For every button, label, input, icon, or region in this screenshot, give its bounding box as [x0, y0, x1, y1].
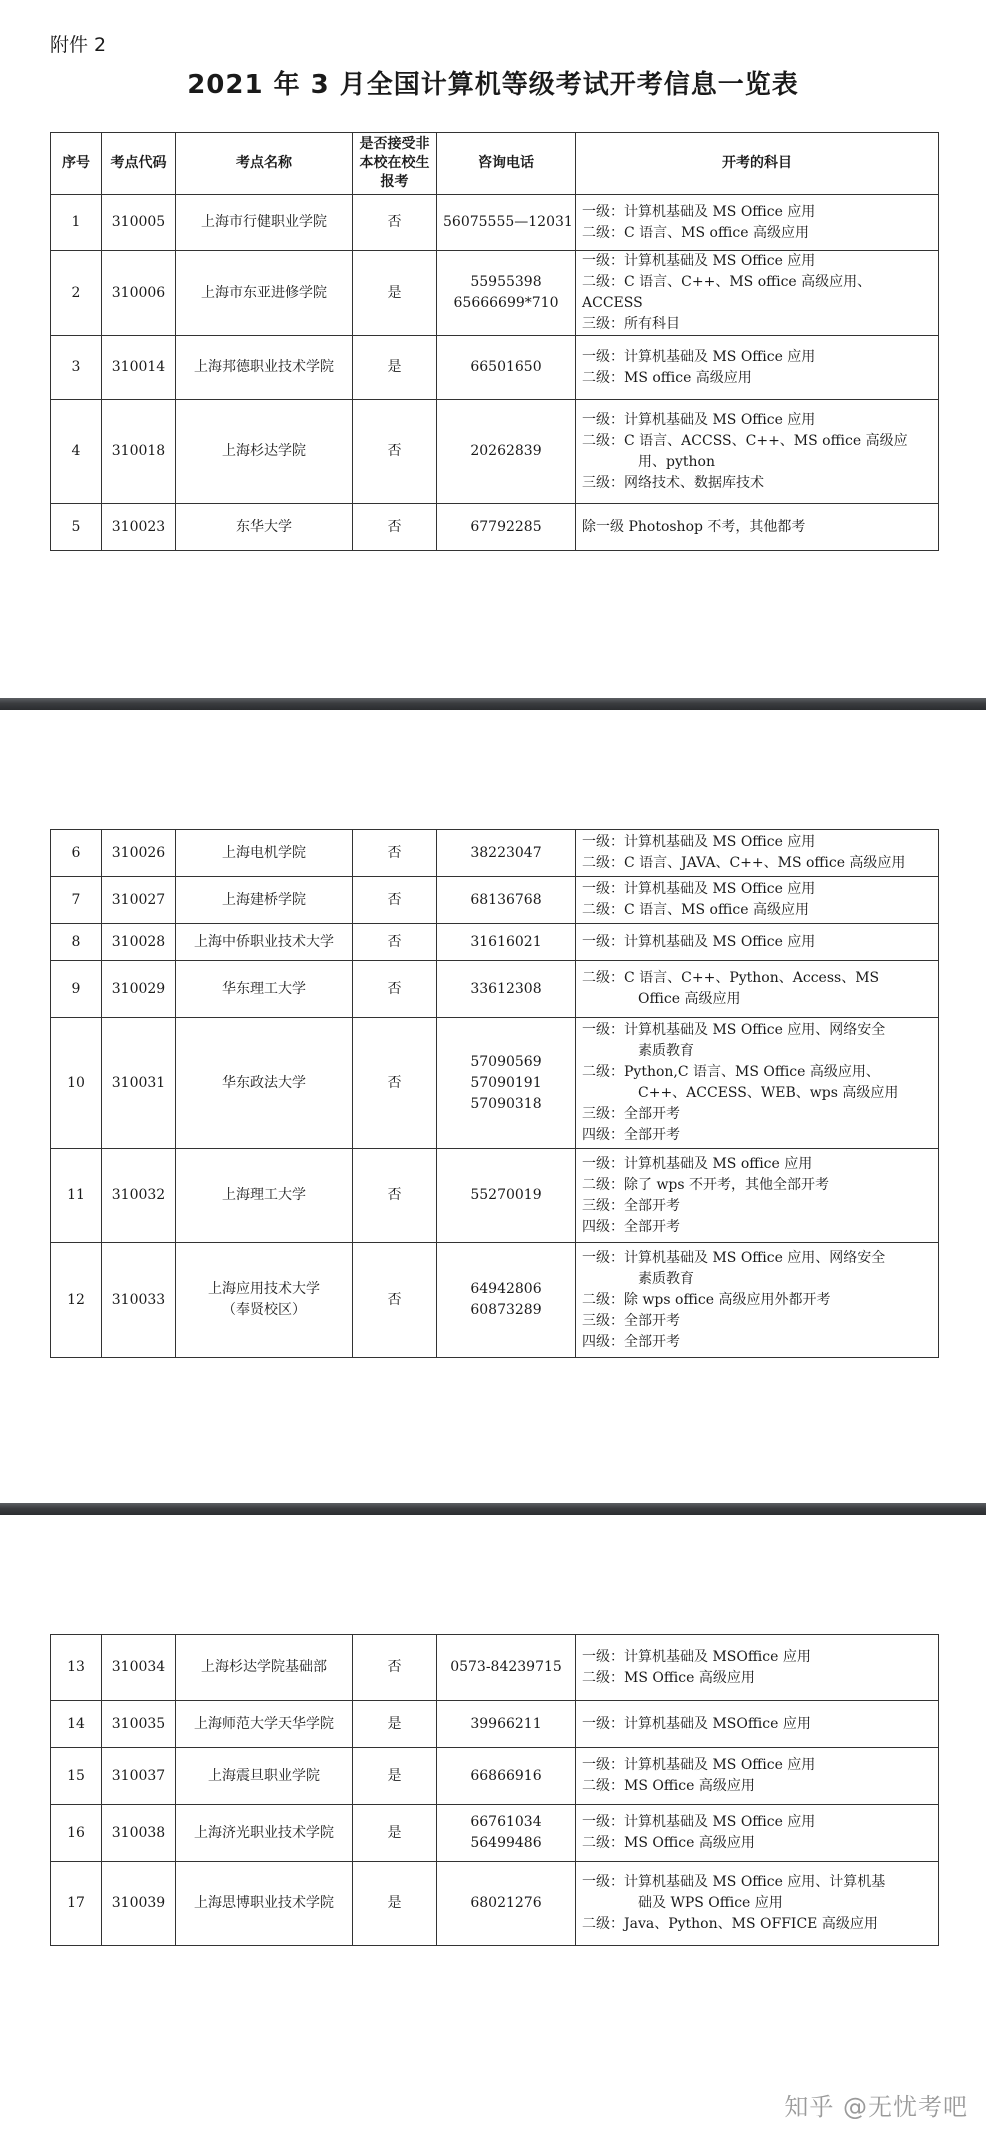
- subject-line: 二级：MS Office 高级应用: [582, 1835, 755, 1851]
- phone-cell: [437, 251, 576, 336]
- code-cell: 310032: [102, 1149, 176, 1243]
- subject-line: 一级：计算机基础及 MS office 应用: [582, 1155, 813, 1172]
- subject-line: 一级：计算机基础及 MS Office 应用: [582, 203, 816, 220]
- accept-cell: 否: [353, 1018, 437, 1149]
- subject-line: 四级：全部开考: [582, 1127, 680, 1143]
- phone-line: 57090318: [470, 1095, 542, 1112]
- subject-line: 一级：计算机基础及 MS Office 应用: [582, 1757, 816, 1773]
- seq-cell: 16: [51, 1805, 102, 1862]
- seq-cell: 10: [51, 1018, 102, 1149]
- phone-cell: [437, 1862, 576, 1946]
- name-line: （奉贤校区）: [222, 1302, 306, 1318]
- phone-line: 66501650: [470, 359, 542, 375]
- phone-cell: [437, 1149, 576, 1243]
- phone-cell: [437, 1243, 576, 1358]
- phone-line: 67792285: [470, 518, 542, 535]
- phone-line: 55955398: [470, 274, 542, 290]
- subject-line: ACCESS: [582, 295, 643, 311]
- table-row: [51, 1635, 939, 1701]
- accept-cell: 否: [353, 1635, 437, 1701]
- code-cell: 310031: [102, 1018, 176, 1149]
- subject-line: Office 高级应用: [638, 991, 741, 1007]
- table-row: [51, 1149, 939, 1243]
- seq-cell: 11: [51, 1149, 102, 1243]
- subject-line: 二级：MS Office 高级应用: [582, 1778, 755, 1794]
- name-line: 上海思博职业技术学院: [194, 1895, 334, 1911]
- subject-line: 二级：除了 wps 不开考，其他全部开考: [582, 1176, 830, 1193]
- name-line: 上海中侨职业技术大学: [194, 933, 334, 950]
- name-cell: [176, 195, 353, 251]
- seq-cell: 13: [51, 1635, 102, 1701]
- name-cell: [176, 1243, 353, 1358]
- subject-line: 三级：全部开考: [582, 1106, 680, 1122]
- code-cell: 310027: [102, 877, 176, 924]
- table-row: [51, 830, 939, 877]
- subject-line: 一级：计算机基础及 MS Office 应用: [582, 411, 816, 428]
- subject-line: 二级：除 wps office 高级应用外都开考: [582, 1291, 831, 1308]
- name-line: 上海杉达学院: [222, 443, 306, 459]
- phone-line: 68021276: [470, 1895, 542, 1911]
- name-line: 华东政法大学: [222, 1074, 306, 1091]
- phone-line: 20262839: [470, 443, 542, 459]
- table-row: [51, 1748, 939, 1805]
- subjects-cell: [576, 1862, 939, 1946]
- page-separator: [0, 1503, 986, 1515]
- subject-line: 四级：全部开考: [582, 1333, 680, 1350]
- phone-line: 65666699*710: [453, 295, 559, 311]
- subjects-cell: [576, 336, 939, 400]
- subject-line: 素质教育: [638, 1270, 694, 1287]
- name-line: 上海杉达学院基础部: [201, 1659, 327, 1675]
- phone-cell: [437, 400, 576, 504]
- table-row: [51, 1805, 939, 1862]
- code-cell: 310034: [102, 1635, 176, 1701]
- header-subjects: 开考的科目: [576, 133, 939, 195]
- code-cell: 310005: [102, 195, 176, 251]
- subjects-cell: [576, 1018, 939, 1149]
- name-line: 上海应用技术大学: [208, 1281, 320, 1297]
- phone-line: 60873289: [470, 1302, 542, 1318]
- phone-line: 39966211: [470, 1715, 542, 1732]
- seq-cell: 4: [51, 400, 102, 504]
- subjects-cell: [576, 961, 939, 1018]
- subject-line: 一级：计算机基础及 MS Office 应用: [582, 933, 816, 950]
- seq-cell: 3: [51, 336, 102, 400]
- table-row: [51, 195, 939, 251]
- subject-line: 一级：计算机基础及 MSOffice 应用: [582, 1715, 811, 1732]
- subject-line: 二级：C 语言、ACCSS、C++、MS office 高级应: [582, 432, 908, 449]
- accept-cell: 否: [353, 961, 437, 1018]
- subject-line: 二级：MS office 高级应用: [582, 369, 752, 386]
- subject-line: 一级：计算机基础及 MS Office 应用、网络安全: [582, 1022, 886, 1038]
- phone-cell: [437, 504, 576, 551]
- subject-line: 一级：计算机基础及 MS Office 应用: [582, 348, 816, 365]
- subjects-cell: [576, 1243, 939, 1358]
- table-row: [51, 336, 939, 400]
- name-line: 上海建桥学院: [222, 891, 306, 908]
- code-cell: 310039: [102, 1862, 176, 1946]
- phone-line: 57090569: [470, 1053, 542, 1070]
- phone-line: 55270019: [470, 1187, 542, 1203]
- subject-line: 一级：计算机基础及 MS Office 应用: [582, 253, 816, 269]
- name-line: 上海理工大学: [222, 1187, 306, 1203]
- table-row: [51, 251, 939, 336]
- accept-cell: 是: [353, 1805, 437, 1862]
- subject-line: 三级：所有科目: [582, 316, 680, 332]
- subject-line: 二级：C 语言、C++、Python、Access、MS: [582, 970, 880, 986]
- seq-cell: 2: [51, 251, 102, 336]
- seq-cell: 14: [51, 1701, 102, 1748]
- phone-line: 66761034: [470, 1814, 542, 1830]
- subjects-cell: [576, 251, 939, 336]
- accept-cell: 是: [353, 336, 437, 400]
- accept-cell: 否: [353, 400, 437, 504]
- table-header-row: [51, 133, 939, 195]
- subjects-cell: [576, 1805, 939, 1862]
- accept-cell: 否: [353, 877, 437, 924]
- subject-line: 二级：Java、Python、MS OFFICE 高级应用: [582, 1916, 878, 1932]
- phone-cell: [437, 195, 576, 251]
- subjects-cell: [576, 400, 939, 504]
- accept-cell: 否: [353, 195, 437, 251]
- subject-line: 素质教育: [638, 1043, 694, 1059]
- name-line: 上海市东亚进修学院: [201, 284, 327, 301]
- subject-line: 三级：全部开考: [582, 1312, 680, 1329]
- subjects-cell: [576, 195, 939, 251]
- phone-line: 66866916: [470, 1767, 542, 1784]
- table-row: [51, 877, 939, 924]
- seq-cell: 6: [51, 830, 102, 877]
- subjects-cell: [576, 504, 939, 551]
- subject-line: 四级：全部开考: [582, 1218, 680, 1235]
- subject-line: 三级：网络技术、数据库技术: [582, 474, 764, 491]
- seq-cell: 9: [51, 961, 102, 1018]
- code-cell: 310029: [102, 961, 176, 1018]
- table-row: [51, 1701, 939, 1748]
- subject-line: 础及 WPS Office 应用: [638, 1895, 783, 1911]
- phone-line: 31616021: [470, 933, 542, 950]
- watermark: 知乎 @无忧考吧: [784, 2093, 968, 2121]
- seq-cell: 1: [51, 195, 102, 251]
- name-cell: [176, 961, 353, 1018]
- subjects-cell: [576, 1701, 939, 1748]
- name-line: 上海市行健职业学院: [201, 214, 327, 230]
- subjects-cell: [576, 1149, 939, 1243]
- subject-line: C++、ACCESS、WEB、wps 高级应用: [638, 1085, 899, 1101]
- name-cell: [176, 1701, 353, 1748]
- seq-cell: 15: [51, 1748, 102, 1805]
- subject-line: 用、python: [638, 453, 715, 470]
- seq-cell: 8: [51, 924, 102, 961]
- code-cell: 310028: [102, 924, 176, 961]
- header-code: 考点代码: [102, 133, 176, 195]
- code-cell: 310038: [102, 1805, 176, 1862]
- code-cell: 310023: [102, 504, 176, 551]
- seq-cell: 5: [51, 504, 102, 551]
- subject-line: 一级：计算机基础及 MS Office 应用: [582, 881, 816, 897]
- name-cell: [176, 1018, 353, 1149]
- table-row: [51, 1243, 939, 1358]
- accept-cell: 否: [353, 830, 437, 877]
- phone-cell: [437, 961, 576, 1018]
- phone-line: 56075555—12031: [443, 214, 573, 230]
- subject-line: 一级：计算机基础及 MS Office 应用: [582, 834, 816, 850]
- subjects-cell: [576, 877, 939, 924]
- subject-line: 二级：C 语言、MS office 高级应用: [582, 224, 809, 241]
- document-title: 2021 年 3 月全国计算机等级考试开考信息一览表: [187, 70, 799, 100]
- header-phone: 咨询电话: [437, 133, 576, 195]
- code-cell: 310033: [102, 1243, 176, 1358]
- name-cell: [176, 504, 353, 551]
- accept-cell: 否: [353, 504, 437, 551]
- name-cell: [176, 924, 353, 961]
- phone-cell: [437, 1635, 576, 1701]
- subjects-cell: [576, 924, 939, 961]
- name-line: 上海邦德职业技术学院: [194, 359, 334, 375]
- phone-line: 64942806: [470, 1281, 542, 1297]
- subject-line: 三级：全部开考: [582, 1197, 680, 1214]
- header-accept: 是否接受非本校在校生报考: [353, 133, 437, 195]
- name-line: 东华大学: [236, 518, 292, 535]
- phone-cell: [437, 830, 576, 877]
- exam-table-part-1: [50, 132, 939, 551]
- name-cell: [176, 1748, 353, 1805]
- subject-line: 一级：计算机基础及 MS Office 应用: [582, 1814, 816, 1830]
- subject-line: 一级：计算机基础及 MS Office 应用、计算机基: [582, 1874, 886, 1890]
- name-line: 华东理工大学: [222, 980, 306, 997]
- name-cell: [176, 1149, 353, 1243]
- name-cell: [176, 877, 353, 924]
- seq-cell: 12: [51, 1243, 102, 1358]
- code-cell: 310018: [102, 400, 176, 504]
- phone-cell: [437, 1748, 576, 1805]
- table-row: [51, 924, 939, 961]
- exam-table-part-3: [50, 1634, 939, 1946]
- code-cell: 310014: [102, 336, 176, 400]
- name-line: 上海电机学院: [222, 844, 306, 861]
- name-line: 上海震旦职业学院: [208, 1767, 320, 1784]
- subject-line: 二级：Python,C 语言、MS Office 高级应用、: [582, 1064, 880, 1080]
- name-cell: [176, 1862, 353, 1946]
- phone-cell: [437, 1805, 576, 1862]
- phone-line: 57090191: [470, 1074, 542, 1091]
- phone-cell: [437, 877, 576, 924]
- seq-cell: 17: [51, 1862, 102, 1946]
- name-cell: [176, 251, 353, 336]
- name-line: 上海师范大学天华学院: [194, 1715, 334, 1732]
- accept-cell: 是: [353, 1862, 437, 1946]
- name-cell: [176, 400, 353, 504]
- phone-line: 56499486: [470, 1835, 542, 1851]
- page-separator: [0, 698, 986, 710]
- table-row: [51, 1018, 939, 1149]
- subject-line: 除一级 Photoshop 不考，其他都考: [582, 518, 806, 535]
- phone-line: 0573-84239715: [450, 1659, 562, 1675]
- name-line: 上海济光职业技术学院: [194, 1824, 334, 1841]
- accept-cell: 否: [353, 1243, 437, 1358]
- subject-line: 二级：C 语言、MS office 高级应用: [582, 902, 809, 918]
- accept-cell: 否: [353, 924, 437, 961]
- subject-line: 二级：MS Office 高级应用: [582, 1669, 755, 1686]
- subject-line: 二级：C 语言、C++、MS office 高级应用、: [582, 274, 872, 290]
- name-cell: [176, 830, 353, 877]
- subjects-cell: [576, 1635, 939, 1701]
- subject-line: 二级：C 语言、JAVA、C++、MS office 高级应用: [582, 855, 906, 871]
- accept-cell: 是: [353, 1701, 437, 1748]
- phone-cell: [437, 1018, 576, 1149]
- phone-line: 38223047: [470, 844, 542, 861]
- phone-line: 68136768: [470, 891, 542, 908]
- phone-line: 33612308: [470, 980, 542, 997]
- phone-cell: [437, 336, 576, 400]
- table-row: [51, 504, 939, 551]
- code-cell: 310006: [102, 251, 176, 336]
- header-name: 考点名称: [176, 133, 353, 195]
- accept-cell: 是: [353, 251, 437, 336]
- subject-line: 一级：计算机基础及 MSOffice 应用: [582, 1648, 811, 1665]
- name-cell: [176, 1635, 353, 1701]
- table-row: [51, 1862, 939, 1946]
- code-cell: 310037: [102, 1748, 176, 1805]
- subjects-cell: [576, 830, 939, 877]
- name-cell: [176, 336, 353, 400]
- phone-cell: [437, 1701, 576, 1748]
- table-row: [51, 961, 939, 1018]
- name-cell: [176, 1805, 353, 1862]
- code-cell: 310035: [102, 1701, 176, 1748]
- subject-line: 一级：计算机基础及 MS Office 应用、网络安全: [582, 1249, 886, 1266]
- phone-cell: [437, 924, 576, 961]
- attachment-label: 附件 2: [50, 34, 107, 56]
- subjects-cell: [576, 1748, 939, 1805]
- table-row: [51, 400, 939, 504]
- accept-cell: 否: [353, 1149, 437, 1243]
- header-seq: 序号: [51, 133, 102, 195]
- seq-cell: 7: [51, 877, 102, 924]
- accept-cell: 是: [353, 1748, 437, 1805]
- code-cell: 310026: [102, 830, 176, 877]
- exam-table-part-2: [50, 829, 939, 1358]
